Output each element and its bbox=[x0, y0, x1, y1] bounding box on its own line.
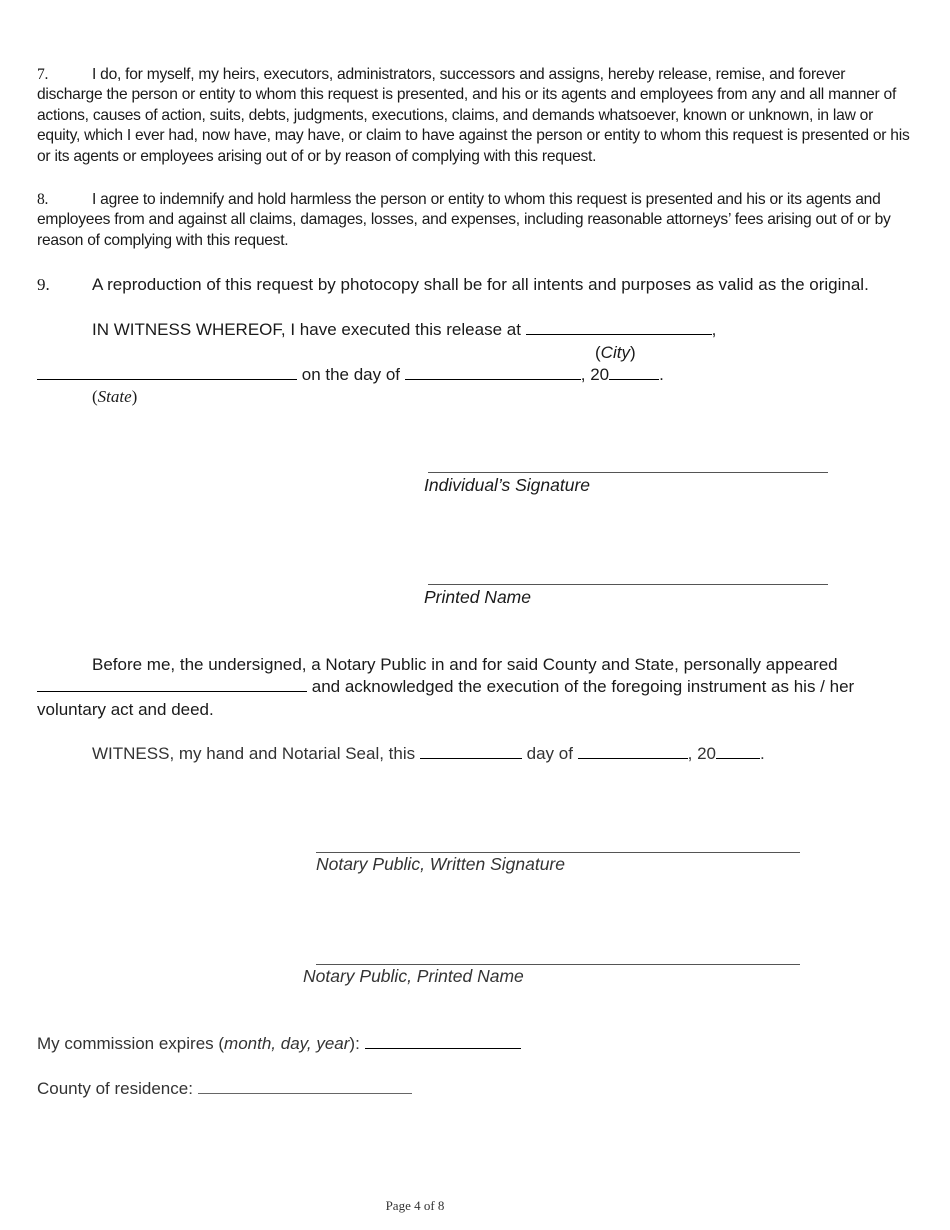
comma: , bbox=[711, 320, 717, 339]
paragraph-9 bbox=[37, 274, 869, 296]
witness-line bbox=[92, 319, 716, 341]
commission-expires: My commission expires (month, day, year): bbox=[37, 1033, 521, 1055]
notary-printed-name-label: Notary Public, Printed Name bbox=[303, 966, 524, 986]
notary-written-signature-label: Notary Public, Written Signature bbox=[316, 854, 565, 874]
county-of-residence: County of residence: bbox=[37, 1078, 412, 1100]
paragraph-7 bbox=[37, 65, 912, 167]
day-blank[interactable] bbox=[405, 365, 581, 380]
on-the-day-of: on the day of bbox=[301, 365, 401, 384]
notary-month-blank[interactable] bbox=[578, 744, 688, 759]
notary-line-1: Before me, the undersigned, a Notary Public in and for said County and State, personally appeared bbox=[92, 655, 838, 674]
notary-printed-name-line[interactable] bbox=[316, 964, 800, 965]
paragraph-number: 7. bbox=[37, 66, 49, 83]
paragraph-number: 8. bbox=[37, 191, 49, 208]
individual-signature-line[interactable] bbox=[428, 472, 828, 473]
printed-name-label: Printed Name bbox=[424, 587, 531, 607]
notary-year-blank[interactable] bbox=[716, 744, 760, 759]
printed-name-line[interactable] bbox=[428, 584, 828, 585]
notary-witness-line: WITNESS, my hand and Notarial Seal, this day of , 20 . bbox=[92, 744, 765, 763]
state-blank[interactable] bbox=[37, 365, 297, 380]
witness-lead: IN WITNESS WHEREOF, I have executed this release at bbox=[92, 320, 521, 339]
notary-line-3: voluntary act and deed. bbox=[37, 700, 214, 719]
paragraph-text: I agree to indemnify and hold harmless the person or entity to whom this request is presented and his or its agents and employees from and against all claims, damages, losses, and expenses, including reasonable attorneys’ fees arising out of or by reason of complying with this request. bbox=[37, 191, 891, 249]
commission-date-blank[interactable] bbox=[365, 1034, 521, 1049]
paragraph-8 bbox=[37, 190, 912, 251]
notary-day-blank[interactable] bbox=[420, 744, 522, 759]
page-number: Page 4 of 8 bbox=[385, 1198, 445, 1213]
year-blank[interactable] bbox=[609, 365, 659, 380]
notary-written-signature-line[interactable] bbox=[316, 852, 800, 853]
state-label: (State) bbox=[92, 387, 138, 406]
state-date-line: on the day of , 20 . bbox=[37, 364, 664, 386]
paragraph-text: I do, for myself, my heirs, executors, administrators, successors and assigns, hereby release, remise, and forever discharge the person or entity to whom this request is presented, and his or its agents and employees from any and all manner of actions, causes of action, suits, debts, judgments, executions, claims, and demands whatsoever, known or unknown, in law or equity, which I ever had, now have, may have, or claim to have against the person or entity to whom this request is presented or his or its agents or employees arising out of or by reason of complying with this request. bbox=[37, 66, 910, 165]
paragraph-number: 9. bbox=[37, 275, 50, 294]
city-blank[interactable] bbox=[526, 320, 712, 335]
paragraph-text: A reproduction of this request by photocopy shall be for all intents and purposes as valid as the original. bbox=[92, 275, 869, 294]
notary-line-2: and acknowledged the execution of the foregoing instrument as his / her bbox=[37, 676, 854, 698]
individual-signature-label: Individual’s Signature bbox=[424, 475, 591, 495]
appeared-name-blank[interactable] bbox=[37, 677, 307, 692]
county-blank[interactable] bbox=[198, 1079, 412, 1094]
city-label: (City) bbox=[595, 343, 636, 362]
